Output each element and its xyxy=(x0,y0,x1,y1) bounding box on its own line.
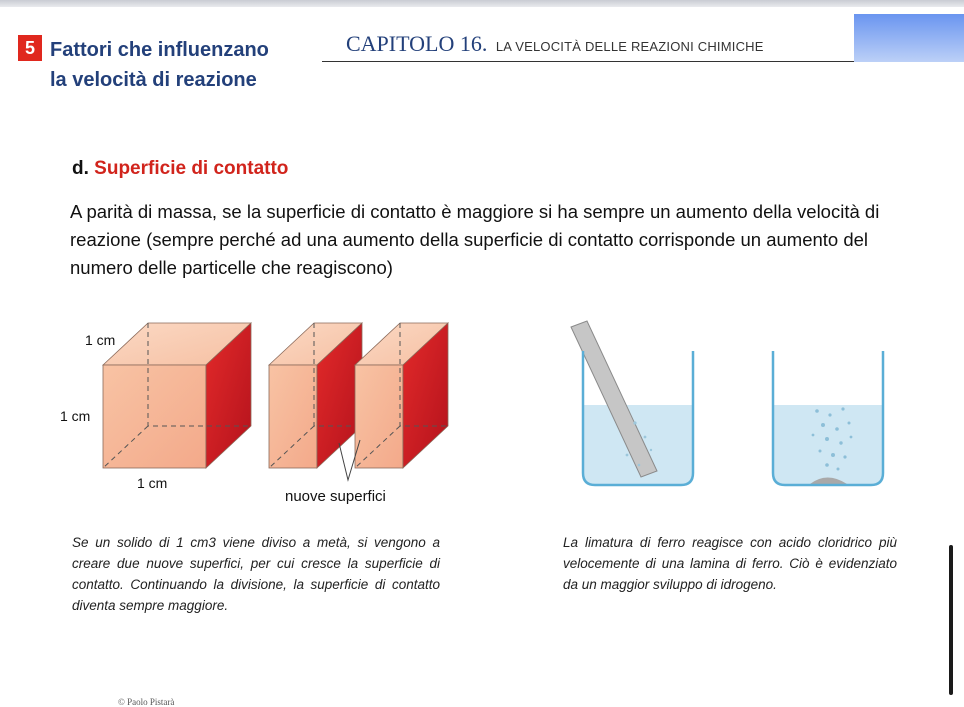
cube-division-figure xyxy=(55,315,455,510)
subsection-heading xyxy=(72,158,288,180)
chapter-subtitle: LA VELOCITÀ DELLE REAZIONI CHIMICHE xyxy=(495,39,764,54)
chapter-underline xyxy=(322,61,854,62)
label-cube-bottom: 1 cm xyxy=(137,475,168,491)
top-bar xyxy=(0,0,964,7)
subsection-letter: d. xyxy=(72,158,89,179)
corner-decoration xyxy=(854,14,964,62)
section-title-line2: la velocità di reazione xyxy=(50,69,257,91)
caption-right: La limatura di ferro reagisce con acido cloridrico più velocemente di una lamina di ferro. Ciò è evidenziato da un maggior sviluppo di idrogeno. xyxy=(563,535,897,592)
section-title xyxy=(50,35,269,95)
copyright-text: © Paolo Pistarà xyxy=(118,697,175,707)
chapter-label: CAPITOLO 16. xyxy=(346,31,488,56)
half-block-1 xyxy=(269,323,362,468)
scrollbar[interactable] xyxy=(949,545,953,695)
chapter-heading xyxy=(346,31,764,57)
section-number-badge: 5 xyxy=(18,35,42,61)
intro-paragraph: A parità di massa, se la superficie di contatto è maggiore si ha sempre un aumento della velocità di reazione (sempre perché ad una aumento della superficie di contatto corrisponde un aumento del numero delle particelle che reagiscono) xyxy=(70,201,880,278)
label-cube-top: 1 cm xyxy=(85,332,116,348)
beaker-2-liquid xyxy=(773,405,883,485)
half-block-2 xyxy=(355,323,448,468)
caption-left: Se un solido di 1 cm3 viene diviso a metà, si vengono a creare due nuove superfici, per cui cresce la superficie di contatto. Continuando la divisione, la superficie di contatto diventa sempre maggiore. xyxy=(72,535,440,613)
label-new-surfaces: nuove superfici xyxy=(285,488,386,505)
beakers-figure xyxy=(565,315,895,495)
label-cube-side: 1 cm xyxy=(60,408,91,424)
section-title-line1: Fattori che influenzano xyxy=(50,39,269,61)
subsection-title: Superficie di contatto xyxy=(94,158,289,179)
cube xyxy=(103,323,251,468)
